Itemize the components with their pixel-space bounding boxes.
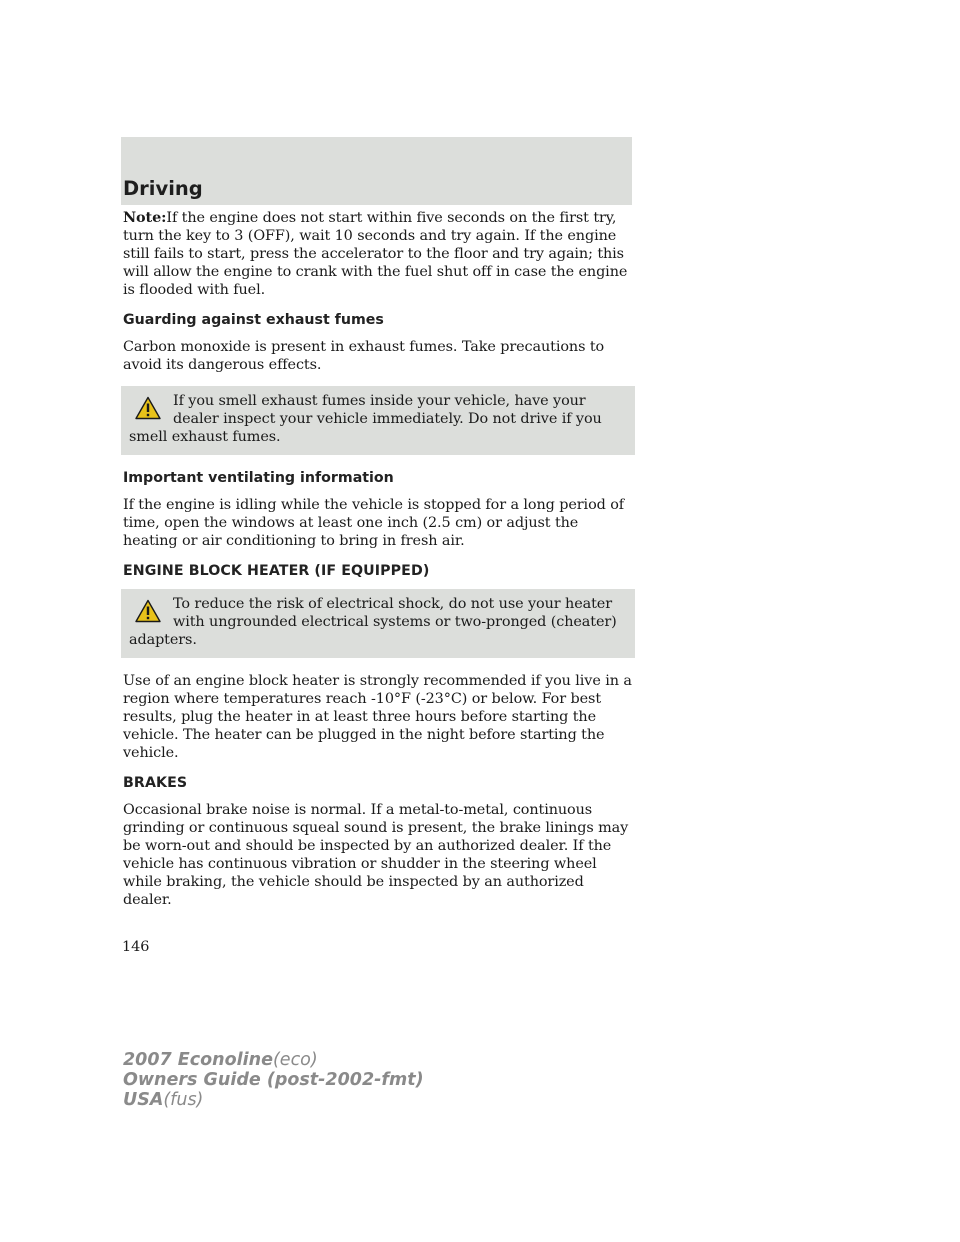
warning-box-block-heater (121, 589, 635, 658)
footer-guide: Owners Guide (post-2002-fmt) (123, 1070, 424, 1090)
page-number: 146 (122, 939, 150, 955)
page-content (123, 209, 633, 921)
section-header-band (121, 137, 632, 205)
exhaust-paragraph: Carbon monoxide is present in exhaust fumes. Take precautions to avoid its dangerous effects. (123, 339, 605, 373)
note-text: If the engine does not start within five seconds on the first try, turn the key to 3 (OFF), wait 10 seconds and try again. If the engine still fails to start, press the accelerator to the floor and try again; this will allow the engine to crank with the fuel shut off in case the engine is flooded with fuel. (123, 210, 628, 298)
footer-model: 2007 Econoline (123, 1050, 273, 1070)
footer-market: USA (123, 1090, 164, 1110)
footer-line-1 (123, 1050, 424, 1070)
footer-market-code: (fus) (163, 1090, 204, 1110)
footer-document-id (123, 1050, 424, 1110)
note-paragraph (123, 209, 633, 299)
footer-line-2 (123, 1070, 424, 1090)
block-heater-paragraph: Use of an engine block heater is strongly recommended if you live in a region where temperatures reach -10°F (-23°C) or below. For best results, plug the heater in at least three hours before starting the vehicle. The heater can be plugged in the night before starting the vehicle. (123, 673, 632, 761)
footer-model-code: (eco) (272, 1050, 318, 1070)
heading-ventilating: Important ventilating information (123, 470, 394, 486)
warning-text-block-heater: To reduce the risk of electrical shock, do not use your heater with ungrounded electrical systems or two-pronged (cheater) adapters. (129, 596, 617, 648)
note-label: Note: (123, 209, 167, 226)
brakes-paragraph: Occasional brake noise is normal. If a metal-to-metal, continuous grinding or continuous squeal sound is present, the brake linings may be worn-out and should be inspected by an authorized dealer. If the vehicle has continuous vibration or shudder in the steering wheel while braking, the vehicle should be inspected by an authorized dealer. (123, 802, 629, 908)
heading-exhaust: Guarding against exhaust fumes (123, 312, 384, 328)
warning-triangle-icon (135, 396, 161, 420)
heading-brakes: BRAKES (123, 775, 188, 791)
warning-box-exhaust (121, 386, 635, 455)
ventilating-paragraph: If the engine is idling while the vehicle is stopped for a long period of time, open the windows at least one inch (2.5 cm) or adjust the heating or air conditioning to bring in fresh air. (123, 497, 625, 549)
section-title: Driving (123, 177, 203, 200)
warning-text-exhaust: If you smell exhaust fumes inside your vehicle, have your dealer inspect your vehicle immediately. Do not drive if you smell exhaust fumes. (129, 393, 602, 445)
warning-triangle-icon (135, 599, 161, 623)
heading-block-heater: ENGINE BLOCK HEATER (IF EQUIPPED) (123, 563, 430, 579)
footer-line-3 (123, 1090, 424, 1110)
